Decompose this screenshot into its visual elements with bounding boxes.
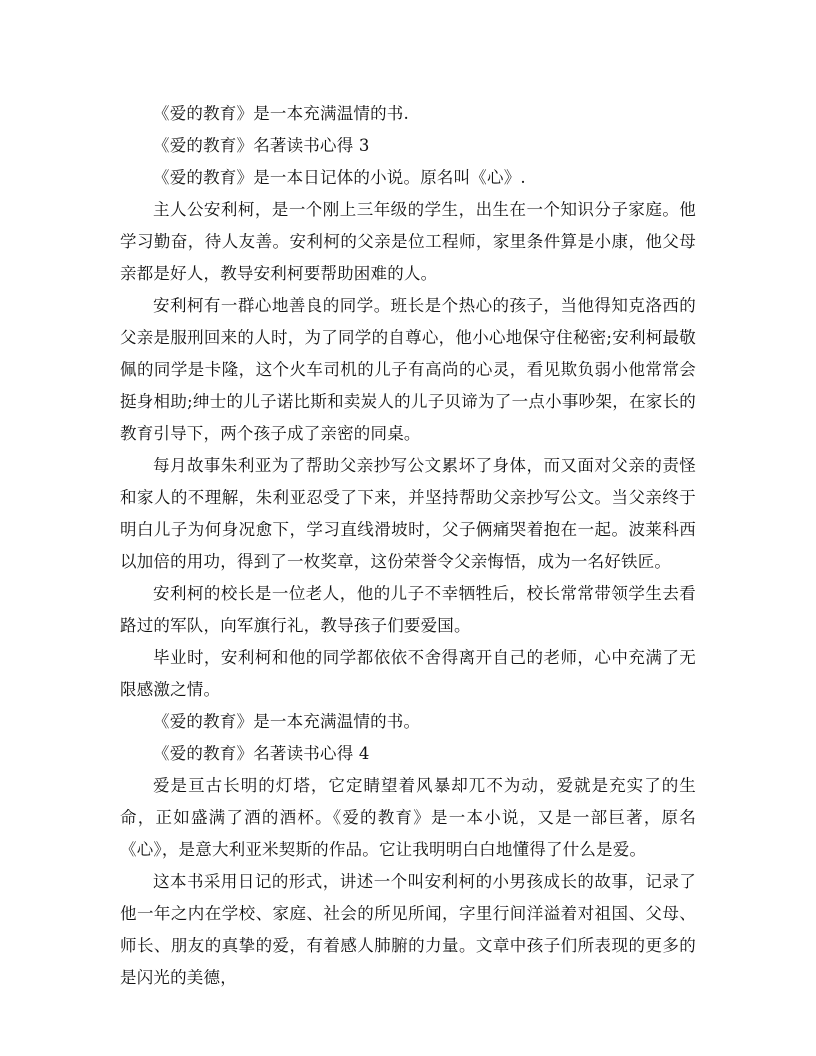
section-heading-4: 《爱的教育》名著读书心得 4: [153, 744, 370, 763]
paragraph-9: 《爱的教育》是一本充满温情的书。: [153, 712, 421, 731]
paragraph-3: 《爱的教育》是一本日记体的小说。原名叫《心》.: [153, 168, 526, 187]
document-body: [120, 98, 696, 994]
paragraph-7: 安利柯的校长是一位老人，他的儿子不幸牺牲后，校长常常带领学生去看路过的军队，向军旗行礼，教导孩子们要爱国。: [120, 584, 696, 635]
paragraph-11: 爱是亘古长明的灯塔，它定睛望着风暴却兀不为动，爱就是充实了的生命，正如盛满了酒的酒杯。《爱的教育》是一本小说，又是一部巨著，原名《心》，是意大利亚米契斯的作品。它让我明明白白地懂得了什么是爱。: [120, 776, 696, 859]
section-heading-3: 《爱的教育》名著读书心得 3: [153, 136, 370, 155]
paragraph-12: 这本书采用日记的形式，讲述一个叫安利柯的小男孩成长的故事，记录了他一年之内在学校、家庭、社会的所见所闻，字里行间洋溢着对祖国、父母、师长、朋友的真挚的爱，有着感人肺腑的力量。文章中孩子们所表现的更多的是闪光的美德，: [120, 872, 696, 987]
paragraph-6: 每月故事朱利亚为了帮助父亲抄写公文累坏了身体，而又面对父亲的责怪和家人的不理解，朱利亚忍受了下来，并坚持帮助父亲抄写公文。当父亲终于明白儿子为何身况愈下，学习直线滑坡时，父子俩痛哭着抱在一起。波莱科西以加倍的用功，得到了一枚奖章，这份荣誉令父亲悔悟，成为一名好铁匠。: [120, 456, 696, 571]
paragraph-5: 安利柯有一群心地善良的同学。班长是个热心的孩子，当他得知克洛西的父亲是服刑回来的人时，为了同学的自尊心，他小心地保守住秘密;安利柯最敬佩的同学是卡隆，这个火车司机的儿子有高尚的心灵，看见欺负弱小他常常会挺身相助;绅士的儿子诺比斯和卖炭人的儿子贝谛为了一点小事吵架，在家长的教育引导下，两个孩子成了亲密的同桌。: [120, 296, 696, 443]
paragraph-8: 毕业时，安利柯和他的同学都依依不舍得离开自己的老师，心中充满了无限感激之情。: [120, 648, 696, 699]
paragraph-1: 《爱的教育》是一本充满温情的书.: [153, 104, 409, 123]
paragraph-4: 主人公安利柯，是一个刚上三年级的学生，出生在一个知识分子家庭。他学习勤奋，待人友善。安利柯的父亲是位工程师，家里条件算是小康，他父母亲都是好人，教导安利柯要帮助困难的人。: [120, 200, 696, 283]
